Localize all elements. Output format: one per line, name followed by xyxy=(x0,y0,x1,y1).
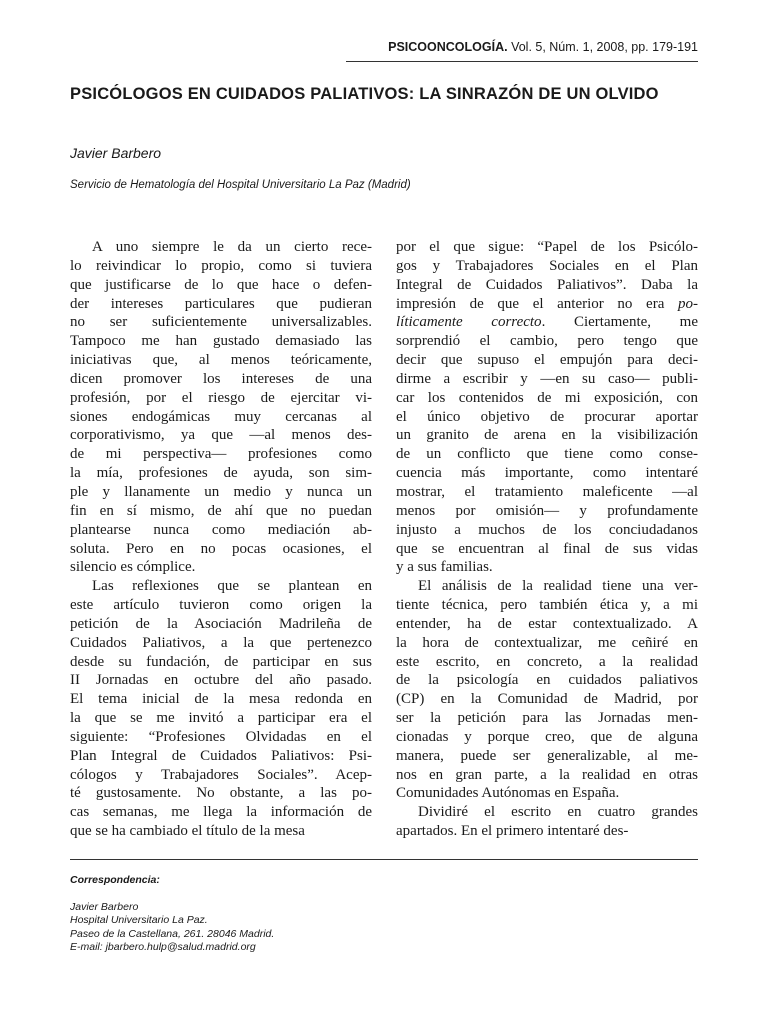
text-line: cas semanas, me llega la información de xyxy=(70,804,372,821)
correspondence-institution: Hospital Universitario La Paz. xyxy=(70,914,208,926)
text-line: dicen promover los intereses de una xyxy=(70,370,372,387)
text-line: silencio es cómplice. xyxy=(70,559,196,576)
text-line: plantearse nunca como mediación ab- xyxy=(70,521,372,538)
text-line: Comunidades Autónomas en España. xyxy=(396,785,620,802)
text-line: El tema inicial de la mesa redonda en xyxy=(70,691,372,708)
text-line: A uno siempre le da un cierto rece- xyxy=(92,239,372,255)
text-line: der intereses particulares que pudieran xyxy=(70,295,372,312)
article-title: PSICÓLOGOS EN CUIDADOS PALIATIVOS: LA SINRAZÓN DE UN OLVIDO xyxy=(70,85,659,103)
text-line: siones endogámicas muy cercanas al xyxy=(70,408,372,425)
text-line: por el que sigue: “Papel de los Psicólo- xyxy=(396,239,698,255)
text-line: II Jornadas en octubre del año pasado. xyxy=(70,672,372,689)
text-line: desde su fundación, de participar en sus xyxy=(70,653,372,670)
text-line: de la psicología en cuidados paliativos xyxy=(396,672,698,689)
text-line: manera, puede ser generalizable, al me- xyxy=(396,747,698,764)
text-line: dirme a escribir y —en su caso— publi- xyxy=(396,370,698,387)
text-line: apartados. En el primero intentaré des- xyxy=(396,823,629,840)
running-header xyxy=(346,40,698,54)
text-line: la que se me invitó a participar era el xyxy=(70,710,372,727)
text-line: ser la petición para las Jornadas men- xyxy=(396,710,698,727)
text-line: Las reflexiones que se plantean en xyxy=(92,578,372,595)
text-line: soluta. Pero en no pocas ocasiones, el xyxy=(70,540,372,557)
text-line: fin en sí mismo, de ahí que no puedan xyxy=(70,502,372,519)
text-line: té gustosamente. No obstante, a las po- xyxy=(70,785,372,802)
text-line: injusto a muchos de los conciudadanos xyxy=(396,521,698,538)
text-line: El análisis de la realidad tiene una ver- xyxy=(418,578,698,595)
text-line: sorprendió el cambio, pero tengo que xyxy=(396,333,698,350)
correspondence-block xyxy=(70,874,274,955)
text-line: que se ha cambiado el título de la mesa xyxy=(70,823,305,840)
text-line: nos en gran parte, a la realidad en otras xyxy=(396,766,698,783)
text-line: car los contenidos de mi exposición, con xyxy=(396,389,698,406)
text-line: y a sus familias. xyxy=(396,559,493,576)
footer-rule xyxy=(70,859,698,860)
text-line: (CP) en la Comunidad de Madrid, por xyxy=(396,691,698,708)
text-line: lo reivindicar lo propio, como si tuviera xyxy=(70,257,372,274)
text-line: este artículo tuvieron como origen la xyxy=(70,597,372,614)
text-line: Cuidados Paliativos, a la que pertenezco xyxy=(70,634,372,651)
text-line: no ser suficientemente universalizables. xyxy=(70,314,372,331)
body-column-right xyxy=(396,238,698,841)
text-line: iniciativas que, al menos teóricamente, xyxy=(70,352,372,369)
correspondence-email: E-mail: jbarbero.hulp@salud.madrid.org xyxy=(70,941,256,953)
text-line: siguiente: “Profesiones Olvidadas en el xyxy=(70,728,372,745)
text-line: de un conflicto que tiene como conse- xyxy=(396,446,698,463)
text-line: que se encuentran al final de sus vidas xyxy=(396,540,698,557)
text-line: ple y llanamente un medio y nunca un xyxy=(70,483,372,500)
text-line: un granito de arena en la visibilización xyxy=(396,427,698,444)
body-column-left xyxy=(70,238,372,841)
text-line: Integral de Cuidados Paliativos”. Daba la xyxy=(396,276,698,293)
text-line: este escrito, en concreto, a la realidad xyxy=(396,653,698,670)
correspondence-address: Paseo de la Castellana, 261. 28046 Madrid. xyxy=(70,927,275,940)
text-line: impresión de que el anterior no era po- xyxy=(396,295,698,312)
text-line: que justificarse de lo que hace o defen- xyxy=(70,276,372,293)
text-line: entender, ha de estar contextualizado. A xyxy=(396,615,698,632)
text-line: tiente técnica, pero también ética y, a mi xyxy=(396,597,698,614)
text-line: menos por omisión— y profundamente xyxy=(396,502,698,519)
text-line: decir que supuso el empujón para deci- xyxy=(396,352,698,369)
text-line: gos y Trabajadores Sociales en el Plan xyxy=(396,257,698,274)
text-line: la mía, profesiones de ayuda, son sim- xyxy=(70,465,372,482)
text-line: de mi perspectiva— profesiones como xyxy=(70,446,372,463)
text-line: mostrar, el tratamiento maleficente —al xyxy=(396,483,698,500)
correspondence-label: Correspondencia: xyxy=(70,874,160,886)
journal-citation: Vol. 5, Núm. 1, 2008, pp. 179-191 xyxy=(511,40,698,54)
text-line: petición de la Asociación Madrileña de xyxy=(70,615,372,632)
text-line: el único objetivo de procurar aportar xyxy=(396,408,698,425)
journal-name: PSICOONCOLOGÍA. xyxy=(388,40,508,54)
text-line: cuencia más importante, como intentaré xyxy=(396,465,698,482)
text-line: Tampoco me han gustado demasiado las xyxy=(70,333,372,350)
author-name: Javier Barbero xyxy=(70,145,162,161)
text-line: profesión, por el riesgo de ejercitar vi- xyxy=(70,389,372,406)
author-affiliation: Servicio de Hematología del Hospital Universitario La Paz (Madrid) xyxy=(70,179,411,191)
text-line: Plan Integral de Cuidados Paliativos: Psi- xyxy=(70,747,372,764)
text-line: corporativismo, ya que —al menos des- xyxy=(70,427,372,444)
header-rule xyxy=(346,61,698,62)
text-line: cionadas y porque creo, que de alguna xyxy=(396,728,698,745)
text-line: la hora de contextualizar, me ceñiré en xyxy=(396,634,698,651)
correspondence-name: Javier Barbero xyxy=(70,900,139,913)
text-line: Dividiré el escrito en cuatro grandes xyxy=(418,804,698,821)
text-line: cólogos y Trabajadores Sociales”. Acep- xyxy=(70,766,372,783)
text-line: líticamente correcto. Ciertamente, me xyxy=(396,314,698,331)
